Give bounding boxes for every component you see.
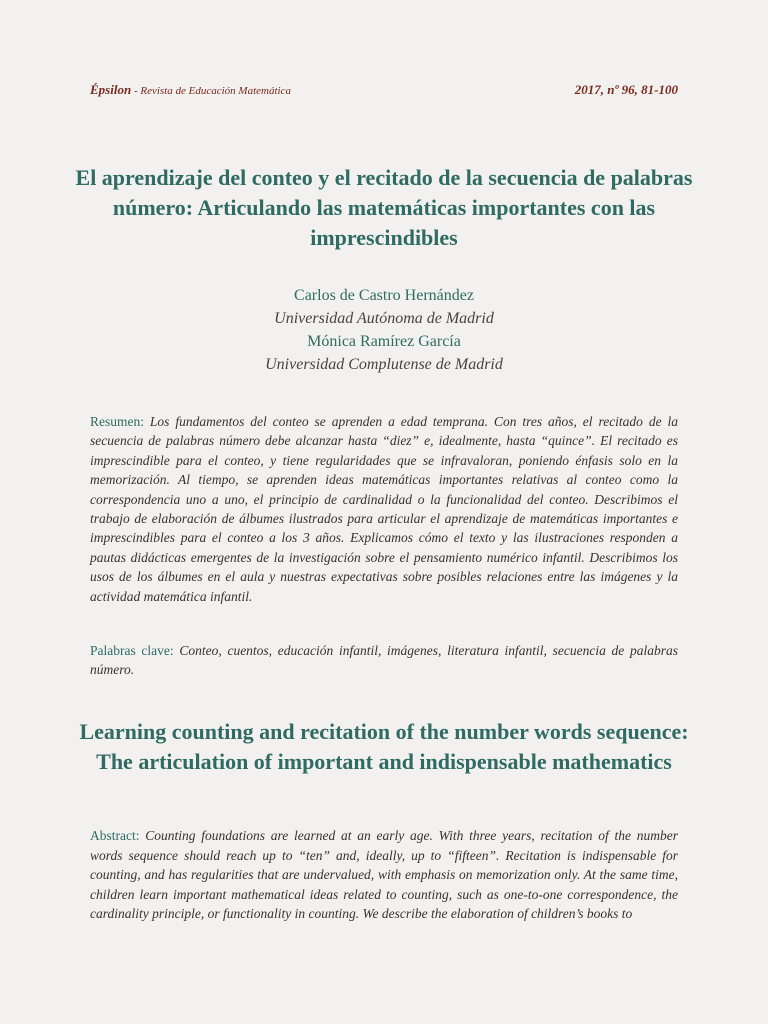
journal-header: [90, 82, 678, 98]
author-name: Mónica Ramírez García: [307, 333, 461, 350]
resumen-text: Los fundamentos del conteo se aprenden a edad temprana. Con tres años, el recitado de la secuencia de palabras número debe alcanzar hasta “diez” e, idealmente, hasta “quince”. El recitado es imprescindible para el conteo, y tiene regularidades que se infravaloran, poniendo énfasis solo en la memorización. Al tiempo, se aprenden ideas matemáticas importantes relativas al conteo como la correspondencia uno a uno, el principio de cardinalidad o la funcionalidad del conteo. Describimos el trabajo de elaboración de álbumes ilustrados para articular el aprendizaje de matemáticas importantes e imprescindibles para el conteo a los 3 años. Explicamos cómo el texto y las ilustraciones responden a pautas didácticas emergentes de la investigación sobre el pensamiento numérico infantil. Describimos los usos de los álbumes en el aula y nuestras expectativas sobre posibles relaciones entre las imágenes y la actividad matemática infantil.: [90, 414, 678, 604]
journal-subtitle: - Revista de Educación Matemática: [131, 85, 291, 97]
journal-name: Épsilon: [90, 82, 132, 97]
issue-info: 2017, nº 96, 81-100: [574, 82, 678, 97]
authors-block: [90, 284, 678, 376]
resumen-paragraph: Resumen: Los fundamentos del conteo se aprenden a edad temprana. Con tres años, el recitado de la secuencia de palabras número debe alcanzar hasta “diez” e, idealmente, hasta “quince”. El recitado es imprescindible para el conteo, y tiene regularidades que se infravaloran, poniendo énfasis solo en la memorización. Al tiempo, se aprenden ideas matemáticas importantes relativas al conteo como la correspondencia uno a uno, el principio de cardinalidad o la funcionalidad del conteo. Describimos el trabajo de elaboración de álbumes ilustrados para articular el aprendizaje de matemáticas importantes e imprescindibles para el conteo a los 3 años. Explicamos cómo el texto y las ilustraciones responden a pautas didácticas emergentes de la investigación sobre el pensamiento numérico infantil. Describimos los usos de los álbumes en el aula y nuestras expectativas sobre posibles relaciones entre las imágenes y la actividad matemática infantil.: [90, 414, 678, 604]
resumen-label: Resumen: [90, 414, 141, 429]
keywords-text: Conteo, cuentos, educación infantil, imágenes, literatura infantil, secuencia de palabras número.: [90, 643, 678, 678]
journal-title: [90, 82, 291, 98]
abstract-label: Abstract: [90, 828, 136, 843]
author-affiliation: Universidad Autónoma de Madrid: [274, 310, 494, 327]
keywords-label: Palabras clave: [90, 643, 170, 658]
paper-title-spanish: El aprendizaje del conteo y el recitado de la secuencia de palabras número: Articulando las matemáticas importantes con las imprescindibles: [75, 165, 693, 250]
author-affiliation: Universidad Complutense de Madrid: [265, 356, 503, 373]
author-name: Carlos de Castro Hernández: [294, 287, 474, 304]
paper-title-english: Learning counting and recitation of the number words sequence: The articulation of important and indispensable mathematics: [79, 719, 689, 774]
abstract-paragraph: Abstract: Counting foundations are learned at an early age. With three years, recitation of the number words sequence should reach up to “ten” and, ideally, up to “fifteen”. Recitation is indispensable for counting, and has regularities that are undervalued, with emphasis on memorization only. At the same time, children learn important mathematical ideas related to counting, such as one-to-one correspondence, the cardinality principle, or functionality in counting. We describe the elaboration of children’s books to: [90, 828, 678, 922]
keywords-paragraph: Palabras clave: Conteo, cuentos, educación infantil, imágenes, literatura infantil, secuencia de palabras número.: [90, 643, 678, 678]
abstract-text: Counting foundations are learned at an early age. With three years, recitation of the number words sequence should reach up to “ten” and, ideally, up to “fifteen”. Recitation is indispensable for counting, and has regularities that are undervalued, with emphasis on memorization only. At the same time, children learn important mathematical ideas related to counting, such as one-to-one correspondence, the cardinality principle, or functionality in counting. We describe the elaboration of children’s books to: [90, 828, 678, 922]
